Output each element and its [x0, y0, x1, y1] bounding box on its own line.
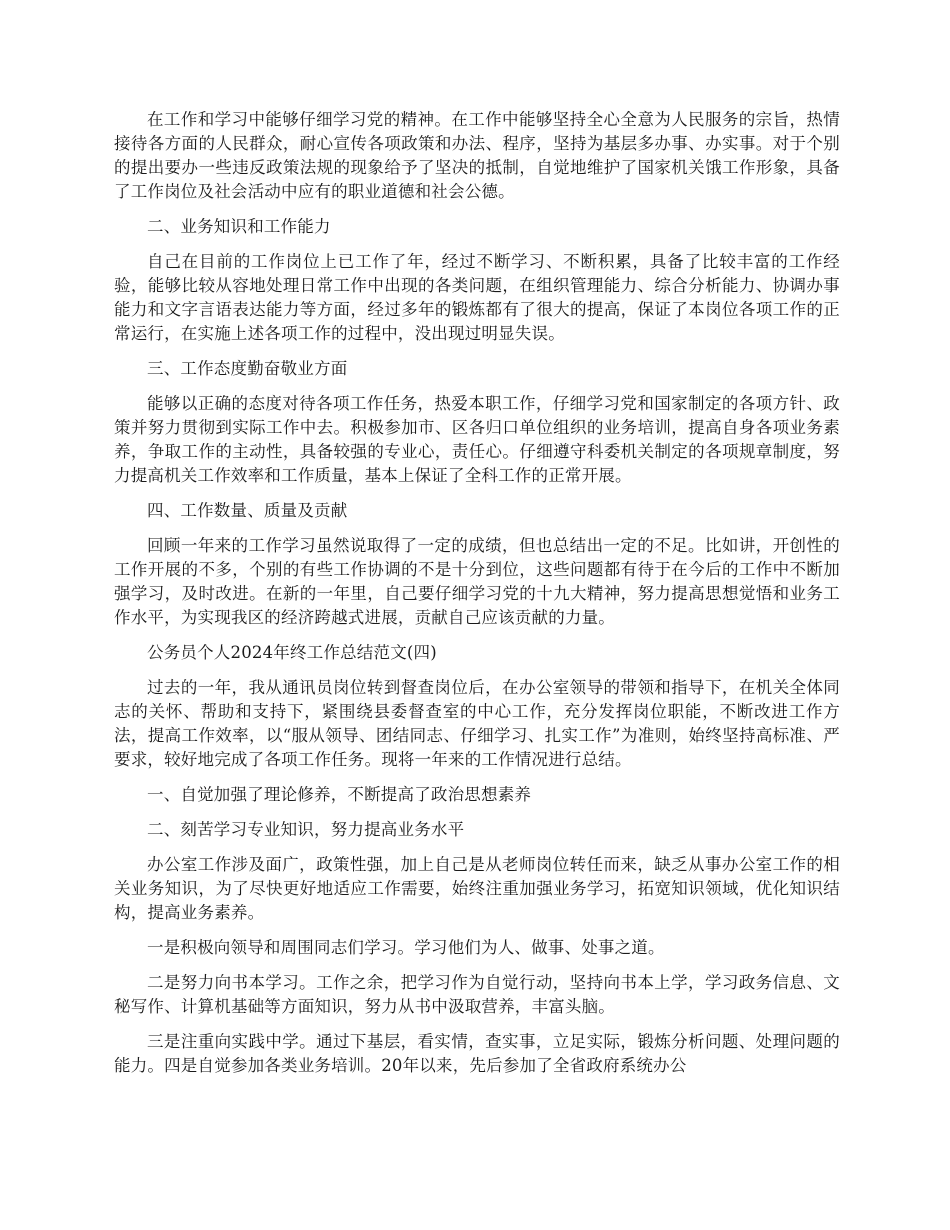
paragraph-office-work: 办公室工作涉及面广，政策性强，加上自己是从老师岗位转任而来，缺乏从事办公室工作的相关业务知识，为了尽快更好地适应工作需要，始终注重加强业务学习，拓宽知识领域，优化知识结构，提高业务素养。	[114, 855, 840, 922]
section-heading-business-knowledge: 二、业务知识和工作能力	[147, 217, 331, 236]
paragraph-attitude: 能够以正确的态度对待各项工作任务，热爱本职工作，仔细学习党和国家制定的各项方针、政策并努力贯彻到实际工作中去。积极参加市、区各归口单位组织的业务培训，提高自身各项业务素养，争取工作的主动性，具备较强的专业心，责任心。仔细遵守科委机关制定的各项规章制度，努力提高机关工作效率和工作质量，基本上保证了全科工作的正常开展。	[114, 394, 840, 485]
document-body	[114, 108, 840, 1089]
section-heading-theory: 一、自觉加强了理论修养，不断提高了政治思想素养	[147, 785, 532, 804]
section-heading-work-attitude: 三、工作态度勤奋敬业方面	[147, 359, 348, 378]
paragraph-past-year: 过去的一年，我从通讯员岗位转到督查岗位后，在办公室领导的带领和指导下，在机关全体同志的关怀、帮助和支持下，紧围绕县委督查室的中心工作，充分发挥岗位职能，不断改进工作方法，提高工作效率，以“服从领导、团结同志、仔细学习、扎实工作”为准则，始终坚持高标准、严要求，较好地完成了各项工作任务。现将一年来的工作情况进行总结。	[114, 678, 840, 769]
paragraph-point-two: 二是努力向书本学习。工作之余，把学习作为自觉行动，坚持向书本上学，学习政务信息、文秘写作、计算机基础等方面知识，努力从书中汲取营养，丰富头脑。	[114, 973, 840, 1016]
paragraph-experience: 自己在目前的工作岗位上已工作了年，经过不断学习、不断积累，具备了比较丰富的工作经验，能够比较从容地处理日常工作中出现的各类问题，在组织管理能力、综合分析能力、协调办事能力和文字言语表达能力等方面，经过多年的锻炼都有了很大的提高，保证了本岗位各项工作的正常运行，在实施上述各项工作的过程中，没出现过明显失误。	[114, 252, 840, 343]
paragraph-conduct: 在工作和学习中能够仔细学习党的精神。在工作中能够坚持全心全意为人民服务的宗旨，热情接待各方面的人民群众，耐心宣传各项政策和办法、程序，坚持为基层多办事、办实事。对于个别的提出要办一些违反政策法规的现象给予了坚决的抵制，自觉地维护了国家机关饿工作形象，具备了工作岗位及社会活动中应有的职业道德和社会公德。	[114, 110, 840, 201]
paragraph-review: 回顾一年来的工作学习虽然说取得了一定的成绩，但也总结出一定的不足。比如讲，开创性的工作开展的不多，个别的有些工作协调的不是十分到位，这些问题都有待于在今后的工作中不断加强学习，及时改进。在新的一年里，自己要仔细学习党的十九大精神，努力提高思想觉悟和业务工作水平，为实现我区的经济跨越式进展，贡献自己应该贡献的力量。	[114, 536, 840, 627]
section-heading-study: 二、刻苦学习专业知识，努力提高业务水平	[147, 820, 465, 839]
article-title-four: 公务员个人2024年终工作总结范文(四)	[147, 643, 437, 662]
paragraph-point-one: 一是积极向领导和周围同志们学习。学习他们为人、做事、处事之道。	[147, 938, 665, 957]
section-heading-quantity-quality: 四、工作数量、质量及贡献	[147, 501, 348, 520]
paragraph-point-three: 三是注重向实践中学。通过下基层，看实情，查实事，立足实际，锻炼分析问题、处理问题的能力。四是自觉参加各类业务培训。20年以来，先后参加了全省政府系统办公	[114, 1032, 840, 1075]
